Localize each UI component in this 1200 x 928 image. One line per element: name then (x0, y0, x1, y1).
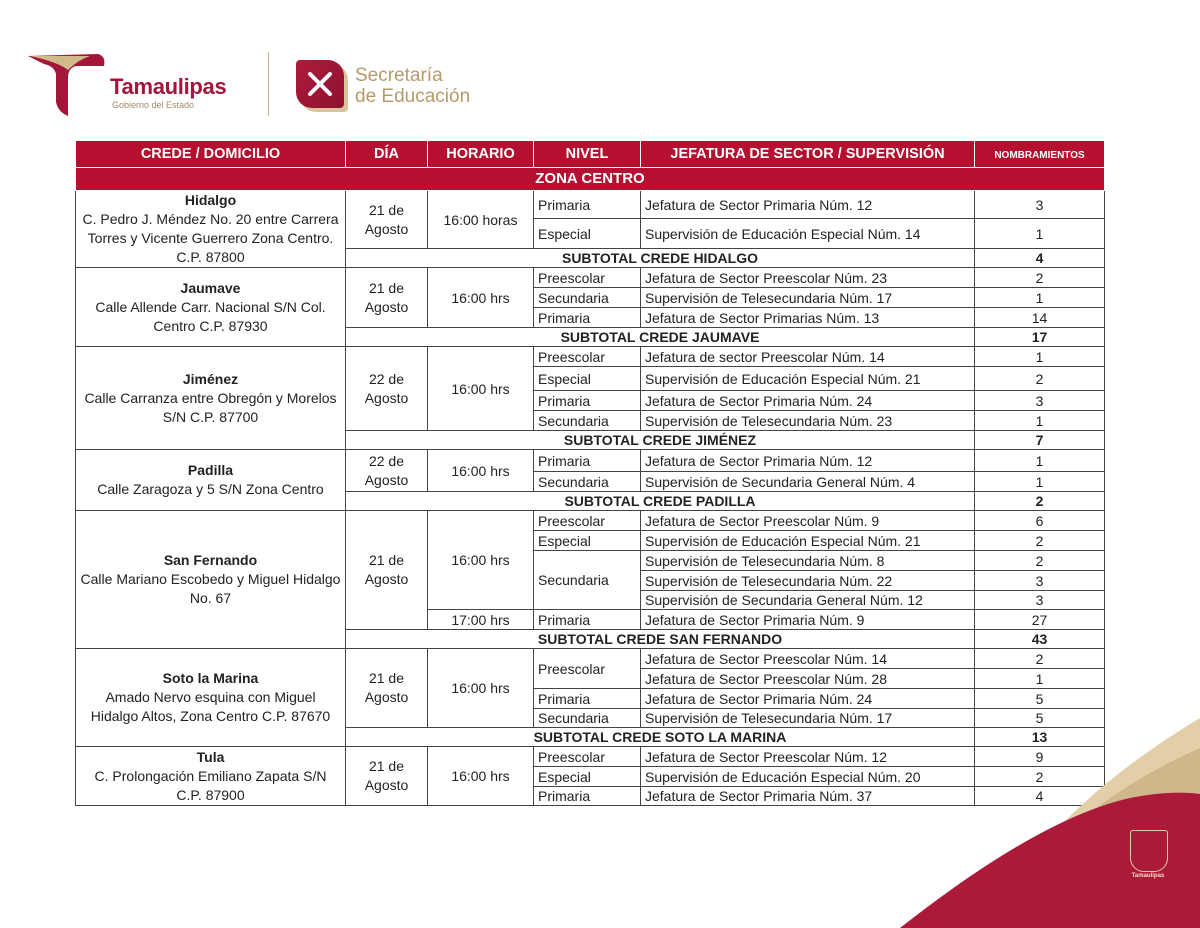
subtotal-value: 4 (975, 249, 1105, 268)
nivel-cell: Primaria (534, 787, 641, 806)
nivel-cell: Secundaria (534, 472, 641, 492)
nombramientos-cell: 4 (975, 787, 1105, 806)
jefatura-cell: Supervisión de Telesecundaria Núm. 8 (641, 551, 975, 571)
crede-address: C. Prolongación Emiliano Zapata S/N C.P. 87900 (94, 767, 327, 803)
nombramientos-cell: 3 (975, 391, 1105, 411)
nivel-cell: Secundaria (534, 288, 641, 308)
secretaria-line1: Secretaría (355, 65, 443, 86)
nombramientos-cell: 14 (975, 308, 1105, 328)
nombramientos-cell: 1 (975, 288, 1105, 308)
nivel-cell: Primaria (534, 191, 641, 219)
secretaria-title (355, 65, 470, 107)
horario-cell: 16:00 hrs (428, 268, 534, 328)
day-cell: 22 de Agosto (346, 450, 428, 492)
horario-cell: 16:00 hrs (428, 747, 534, 806)
table-row (76, 649, 1105, 669)
zona-label: ZONA CENTRO (76, 168, 1105, 191)
jefatura-cell: Jefatura de Sector Preescolar Núm. 12 (641, 747, 975, 767)
crede-cell (76, 450, 346, 511)
col-dia: DÍA (346, 141, 428, 168)
nivel-cell: Especial (534, 531, 641, 551)
jefatura-cell: Supervisión de Telesecundaria Núm. 17 (641, 288, 975, 308)
day-cell: 21 de Agosto (346, 191, 428, 249)
nivel-cell: Primaria (534, 689, 641, 709)
nivel-cell: Preescolar (534, 347, 641, 367)
subtotal-label: SUBTOTAL CREDE JAUMAVE (346, 328, 975, 347)
crede-cell (76, 268, 346, 347)
state-emblem-icon (1130, 830, 1168, 872)
table-header-row (76, 141, 1105, 168)
jefatura-cell: Supervisión de Secundaria General Núm. 12 (641, 591, 975, 610)
crede-address: C. Pedro J. Méndez No. 20 entre Carrera Torres y Vicente Guerrero Zona Centro. C.P. 87800 (82, 211, 339, 265)
jefatura-cell: Supervisión de Educación Especial Núm. 21 (641, 367, 975, 391)
horario-cell: 17:00 hrs (428, 610, 534, 630)
nivel-cell: Primaria (534, 450, 641, 472)
jefatura-cell: Jefatura de Sector Primaria Núm. 12 (641, 450, 975, 472)
emblem-label: Tamaulipas (1131, 873, 1165, 879)
table-row (76, 347, 1105, 367)
jefatura-cell: Jefatura de Sector Preescolar Núm. 28 (641, 669, 975, 689)
pencil-ruler-icon (296, 60, 344, 108)
crede-name: Soto la Marina (162, 670, 259, 686)
nombramientos-cell: 1 (975, 347, 1105, 367)
nombramientos-cell: 27 (975, 610, 1105, 630)
jefatura-cell: Jefatura de Sector Preescolar Núm. 9 (641, 511, 975, 531)
nivel-cell: Primaria (534, 308, 641, 328)
nivel-cell: Preescolar (534, 511, 641, 531)
jefatura-cell: Jefatura de Sector Primaria Núm. 37 (641, 787, 975, 806)
subtotal-value: 7 (975, 431, 1105, 450)
day-cell: 22 de Agosto (346, 347, 428, 431)
horario-cell: 16:00 hrs (428, 511, 534, 610)
subtotal-value: 43 (975, 630, 1105, 649)
crede-cell (76, 511, 346, 649)
horario-cell: 16:00 hrs (428, 649, 534, 728)
nombramientos-cell: 6 (975, 511, 1105, 531)
nivel-cell: Especial (534, 367, 641, 391)
nombramientos-cell: 1 (975, 669, 1105, 689)
subtotal-value: 17 (975, 328, 1105, 347)
nombramientos-cell: 9 (975, 747, 1105, 767)
crede-address: Calle Zaragoza y 5 S/N Zona Centro (97, 481, 324, 497)
table-row (76, 450, 1105, 472)
crede-name: Jiménez (182, 370, 239, 387)
jefatura-cell: Jefatura de Sector Preescolar Núm. 14 (641, 649, 975, 669)
jefatura-cell: Supervisión de Educación Especial Núm. 21 (641, 531, 975, 551)
subtotal-label: SUBTOTAL CREDE PADILLA (346, 492, 975, 511)
day-cell: 21 de Agosto (346, 511, 428, 630)
crede-name: Hidalgo (184, 192, 237, 208)
tamaulipas-t-logo-icon (28, 52, 108, 118)
nombramientos-cell: 1 (975, 411, 1105, 431)
nombramientos-cell: 1 (975, 472, 1105, 492)
subtotal-label: SUBTOTAL CREDE SAN FERNANDO (346, 630, 975, 649)
nombramientos-cell: 1 (975, 219, 1105, 249)
crede-address: Calle Carranza entre Obregón y Morelos S/N C.P. 87700 (84, 389, 337, 425)
jefatura-cell: Supervisión de Educación Especial Núm. 14 (641, 219, 975, 249)
jefatura-cell: Supervisión de Educación Especial Núm. 20 (641, 767, 975, 787)
day-cell: 21 de Agosto (346, 649, 428, 728)
jefatura-cell: Jefatura de Sector Primaria Núm. 24 (641, 689, 975, 709)
jefatura-cell: Jefatura de Sector Primaria Núm. 9 (641, 610, 975, 630)
nombramientos-cell: 5 (975, 689, 1105, 709)
crede-cell (76, 747, 346, 806)
jefatura-cell: Jefatura de Sector Preescolar Núm. 23 (641, 268, 975, 288)
table-row (76, 511, 1105, 531)
nivel-cell: Preescolar (534, 649, 641, 689)
table-row (76, 191, 1105, 219)
jefatura-cell: Supervisión de Secundaria General Núm. 4 (641, 472, 975, 492)
jefatura-cell: Supervisión de Telesecundaria Núm. 22 (641, 571, 975, 591)
nivel-cell: Preescolar (534, 268, 641, 288)
jefatura-cell: Jefatura de sector Preescolar Núm. 14 (641, 347, 975, 367)
nombramientos-cell: 2 (975, 268, 1105, 288)
col-crede: CREDE / DOMICILIO (76, 141, 346, 168)
secretaria-line2: de Educación (355, 86, 471, 107)
brand-name: Tamaulipas (110, 74, 227, 99)
col-horario: HORARIO (428, 141, 534, 168)
day-cell: 21 de Agosto (346, 268, 428, 328)
crede-address: Calle Allende Carr. Nacional S/N Col. Centro C.P. 87930 (95, 298, 326, 334)
nivel-cell: Especial (534, 767, 641, 787)
horario-cell: 16:00 hrs (428, 450, 534, 492)
nombramientos-cell: 2 (975, 551, 1105, 571)
corner-decoration (900, 698, 1200, 928)
nivel-cell: Secundaria (534, 411, 641, 431)
nombramientos-cell: 3 (975, 571, 1105, 591)
nombramientos-cell: 2 (975, 367, 1105, 391)
nombramientos-cell: 2 (975, 531, 1105, 551)
brand-subtitle: Gobierno del Estado (112, 100, 195, 110)
nivel-cell: Secundaria (534, 709, 641, 728)
table-row (76, 268, 1105, 288)
nivel-cell: Preescolar (534, 747, 641, 767)
jefatura-cell: Jefatura de Sector Primaria Núm. 24 (641, 391, 975, 411)
nombramientos-cell: 3 (975, 191, 1105, 219)
subtotal-value: 13 (975, 728, 1105, 747)
crede-cell (76, 649, 346, 747)
jefatura-cell: Supervisión de Telesecundaria Núm. 17 (641, 709, 975, 728)
col-nombramientos: NOMBRAMIENTOS (975, 141, 1105, 168)
zona-row (76, 168, 1105, 191)
crede-address: Amado Nervo esquina con Miguel Hidalgo Altos, Zona Centro C.P. 87670 (90, 689, 331, 724)
nombramientos-cell: 3 (975, 591, 1105, 610)
nombramientos-cell: 1 (975, 450, 1105, 472)
nivel-cell: Especial (534, 219, 641, 249)
nombramientos-cell: 2 (975, 767, 1105, 787)
jefatura-cell: Supervisión de Telesecundaria Núm. 23 (641, 411, 975, 431)
crede-cell (76, 191, 346, 268)
logo-divider (268, 52, 269, 116)
header-logos (28, 50, 488, 120)
subtotal-label: SUBTOTAL CREDE JIMÉNEZ (346, 431, 975, 450)
subtotal-label: SUBTOTAL CREDE HIDALGO (346, 249, 975, 268)
crede-address: Calle Mariano Escobedo y Miguel Hidalgo No. 67 (80, 571, 341, 606)
crede-name: Tula (196, 748, 225, 765)
subtotal-value: 2 (975, 492, 1105, 511)
nivel-cell: Primaria (534, 391, 641, 411)
nombramientos-cell: 2 (975, 649, 1105, 669)
nivel-cell: Primaria (534, 610, 641, 630)
horario-cell: 16:00 hrs (428, 347, 534, 431)
jefatura-cell: Jefatura de Sector Primaria Núm. 12 (641, 191, 975, 219)
nivel-cell: Secundaria (534, 551, 641, 610)
col-nivel: NIVEL (534, 141, 641, 168)
day-cell: 21 de Agosto (346, 747, 428, 806)
crede-name: Jaumave (180, 279, 241, 296)
horario-cell: 16:00 horas (428, 191, 534, 249)
crede-name: San Fernando (163, 552, 258, 568)
col-jefatura: JEFATURA DE SECTOR / SUPERVISIÓN (641, 141, 975, 168)
subtotal-label: SUBTOTAL CREDE SOTO LA MARINA (346, 728, 975, 747)
nombramientos-cell: 5 (975, 709, 1105, 728)
jefatura-cell: Jefatura de Sector Primarias Núm. 13 (641, 308, 975, 328)
crede-name: Padilla (187, 462, 234, 478)
crede-cell (76, 347, 346, 450)
